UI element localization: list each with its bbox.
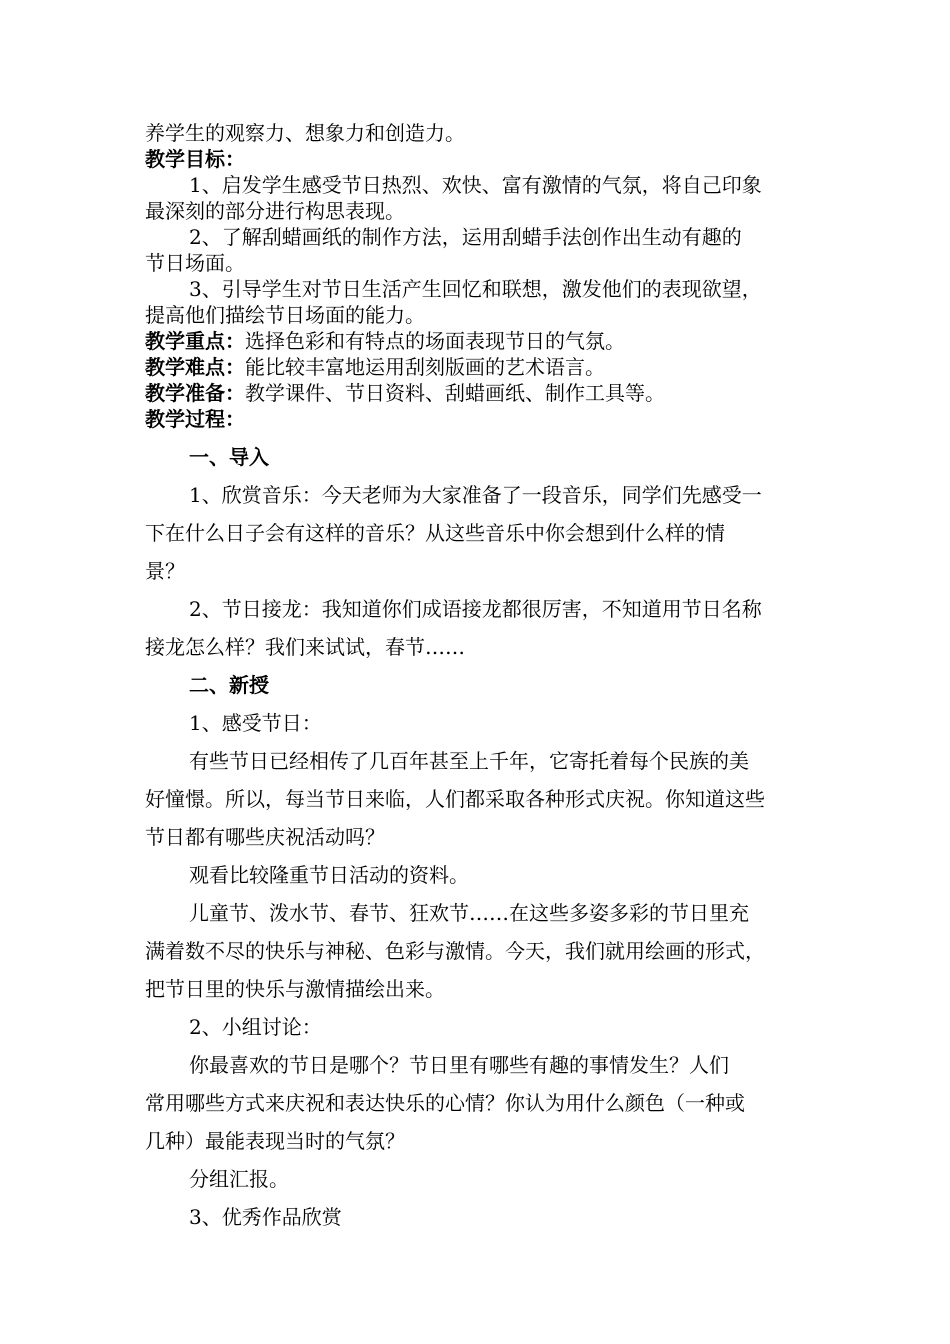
section-1-title: 一、导入 [189,445,269,469]
section-1-para-1-line-1: 1、欣赏音乐：今天老师为大家准备了一段音乐，同学们先感受一 [189,483,762,507]
section-1-para-1-line-3: 景？ [145,559,185,583]
section-2-sub-2: 2、小组讨论： [189,1015,322,1039]
section-2-para-2-line-3: 把节日里的快乐与激情描绘出来。 [145,977,445,1001]
preparation [145,380,810,406]
section-1-para-2-line-2: 接龙怎么样？我们来试试，春节…… [145,635,465,659]
key-point-label: 教学重点： [145,329,245,353]
difficulty [145,354,810,380]
section-2-watch: 观看比较隆重节日活动的资料。 [189,863,469,887]
section-2-title: 二、新授 [189,673,269,697]
goal-1-line-1: 1、启发学生感受节日热烈、欢快、富有激情的气氛，将自己印象 [189,173,762,197]
goal-2-line-1: 2、了解刮蜡画纸的制作方法，运用刮蜡手法创作出生动有趣的 [189,225,742,249]
goal-2-line-2: 节日场面。 [145,251,245,275]
difficulty-label: 教学难点： [145,355,245,379]
section-2-para-2-line-1: 儿童节、泼水节、春节、狂欢节……在这些多姿多彩的节日里充 [189,901,749,925]
goal-3-line-1: 3、引导学生对节日生活产生回忆和联想，激发他们的表现欲望， [189,277,762,301]
section-1-para-1-line-2: 下在什么日子会有这样的音乐？从这些音乐中你会想到什么样的情 [145,521,725,545]
preparation-text: 教学课件、节日资料、刮蜡画纸、制作工具等。 [245,381,665,405]
preparation-label: 教学准备： [145,381,245,405]
key-point [145,328,810,354]
section-2-para-1-line-3: 节日都有哪些庆祝活动吗？ [145,825,385,849]
section-2-sub-1: 1、感受节日： [189,711,322,735]
section-2-para-1-line-2: 好憧憬。所以，每当节日来临，人们都采取各种形式庆祝。你知道这些 [145,787,765,811]
intro-line: 养学生的观察力、想象力和创造力。 [145,121,465,145]
document-body [145,120,810,1236]
section-1-para-2-line-1: 2、节日接龙：我知道你们成语接龙都很厉害，不知道用节日名称 [189,597,762,621]
section-2-report: 分组汇报。 [189,1167,289,1191]
goal-1-line-2: 最深刻的部分进行构思表现。 [145,199,405,223]
key-point-text: 选择色彩和有特点的场面表现节日的气氛。 [245,329,625,353]
difficulty-text: 能比较丰富地运用刮刻版画的艺术语言。 [245,355,605,379]
goals-heading: 教学目标： [145,147,245,171]
section-2-sub-3: 3、优秀作品欣赏 [189,1205,342,1229]
section-2-para-2-line-2: 满着数不尽的快乐与神秘、色彩与激情。今天，我们就用绘画的形式， [145,939,765,963]
section-2-para-3-line-1: 你最喜欢的节日是哪个？节日里有哪些有趣的事情发生？人们 [189,1053,729,1077]
section-2-para-3-line-2: 常用哪些方式来庆祝和表达快乐的心情？你认为用什么颜色（一种或 [145,1091,745,1115]
goal-3-line-2: 提高他们描绘节日场面的能力。 [145,303,425,327]
section-2-para-3-line-3: 几种）最能表现当时的气氛？ [145,1129,405,1153]
process-heading: 教学过程： [145,407,245,431]
section-2-para-1-line-1: 有些节日已经相传了几百年甚至上千年，它寄托着每个民族的美 [189,749,749,773]
